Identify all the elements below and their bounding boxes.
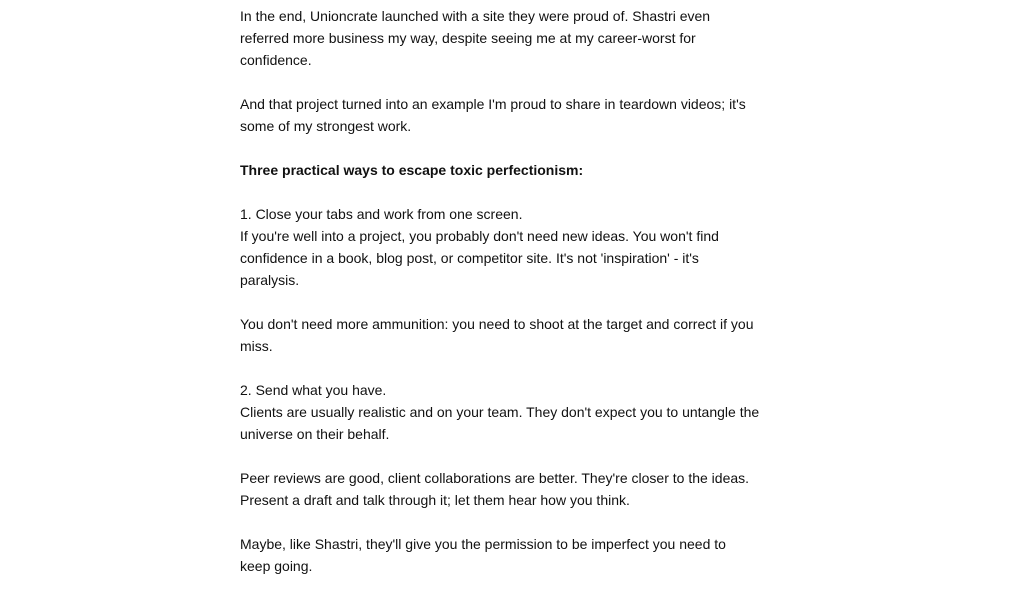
- tip-2-title: 2. Send what you have.: [240, 382, 387, 398]
- tip-1-title: 1. Close your tabs and work from one screen.: [240, 206, 523, 222]
- email-body: [240, 5, 760, 599]
- paragraph-project-example: And that project turned into an example I'm proud to share in teardown videos; it's some of my strongest work.: [240, 96, 746, 134]
- tip-2-body: Clients are usually realistic and on your team. They don't expect you to untangle the universe on their behalf.: [240, 404, 760, 442]
- tip-1-body: If you're well into a project, you probably don't need new ideas. You won't find confidence in a book, blog post, or competitor site. It's not 'inspiration' - it's paralysis.: [240, 228, 719, 288]
- section-heading: Three practical ways to escape toxic perfectionism:: [240, 162, 584, 178]
- tip-2-closing: Maybe, like Shastri, they'll give you the permission to be imperfect you need to keep going.: [240, 536, 726, 574]
- tip-2-extra: Peer reviews are good, client collaborations are better. They're closer to the ideas. Present a draft and talk through it; let them hear how you think.: [240, 470, 750, 508]
- paragraph-launch-outcome: In the end, Unioncrate launched with a site they were proud of. Shastri even referred more business my way, despite seeing me at my career-worst for confidence.: [240, 8, 711, 68]
- tip-1-extra: You don't need more ammunition: you need to shoot at the target and correct if you miss.: [240, 316, 754, 354]
